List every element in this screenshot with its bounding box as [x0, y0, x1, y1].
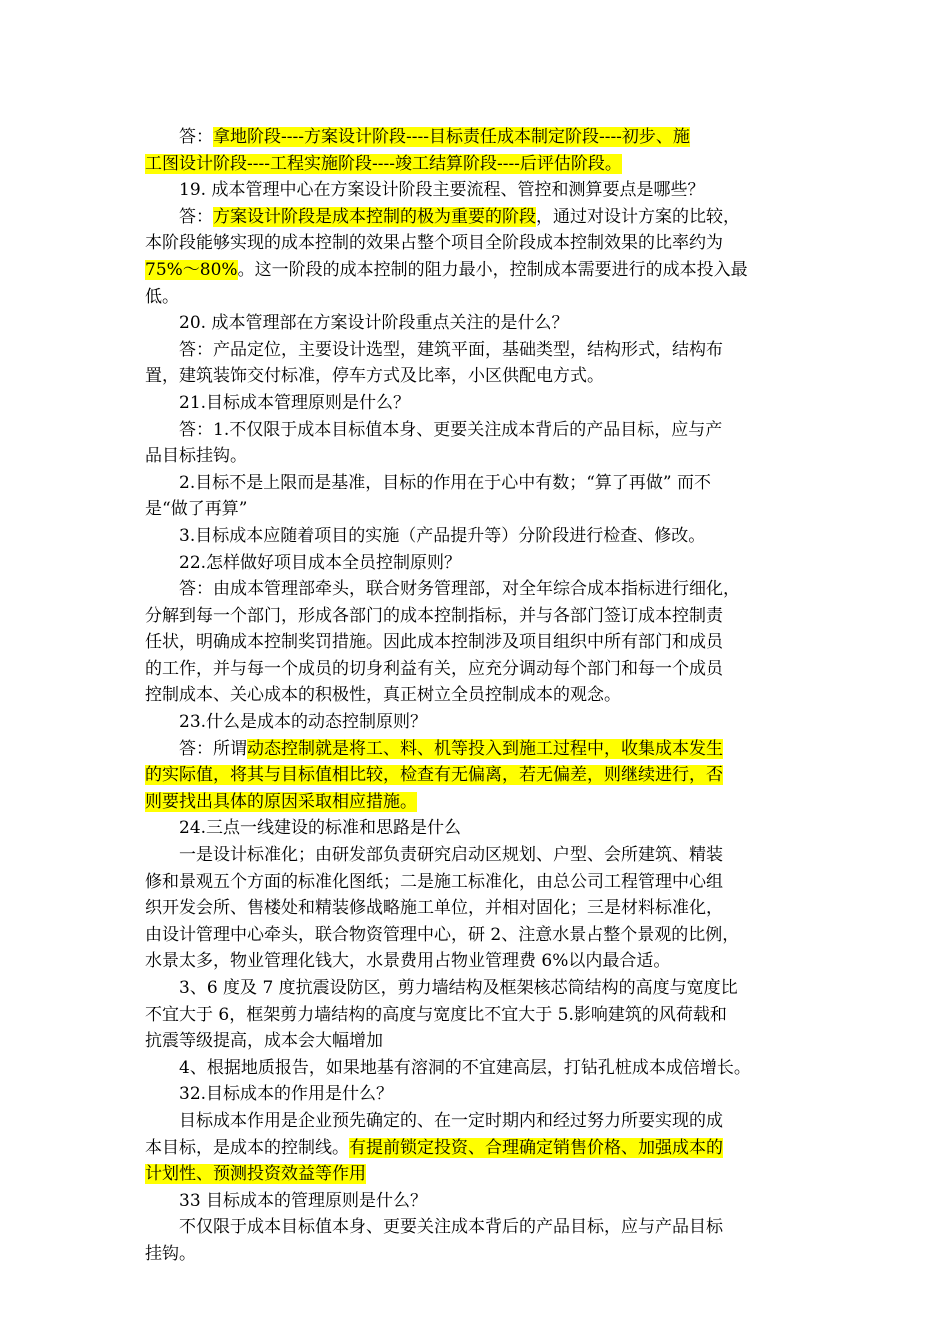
highlighted-text: 75%～80%	[145, 259, 238, 280]
text-line	[145, 496, 805, 523]
text-line	[145, 204, 805, 231]
text-line	[145, 1055, 805, 1082]
text-segment: 品目标挂钩。	[145, 446, 247, 467]
text-line	[145, 629, 805, 656]
text-segment: 3.目标成本应随着项目的实施（产品提升等）分阶段进行检查、修改。	[179, 525, 706, 546]
text-line	[145, 1214, 805, 1241]
text-segment: 是“做了再算”	[145, 499, 248, 520]
text-segment: 一是设计标准化；由研发部负责研究启动区规划、户型、会所建筑、精装	[179, 845, 723, 866]
text-segment: 由设计管理中心牵头，联合物资管理中心，研 2、注意水景占整个景观的比例，	[145, 924, 740, 945]
text-line	[145, 815, 805, 842]
text-segment: 32.目标成本的作用是什么？	[179, 1084, 394, 1105]
text-line	[145, 975, 805, 1002]
text-line	[145, 1135, 805, 1162]
text-segment: 置，建筑装饰交付标准，停车方式及比率，小区供配电方式。	[145, 366, 604, 387]
text-line	[145, 1188, 805, 1215]
text-segment: 不仅限于成本目标值本身、更要关注成本背后的产品目标，应与产品目标	[179, 1217, 723, 1238]
text-segment: 水景太多，物业管理化钱大，水景费用占物业管理费 6%以内最合适。	[145, 951, 671, 972]
text-line	[145, 284, 805, 311]
highlighted-text: 拿地阶段----方案设计阶段----目标责任成本制定阶段----初步、施	[213, 127, 690, 147]
text-line	[145, 337, 805, 364]
text-line	[145, 470, 805, 497]
text-line	[145, 576, 805, 603]
text-segment: 23.什么是成本的动态控制原则？	[179, 712, 428, 733]
text-segment: 24.三点一线建设的标准和思路是什么	[179, 818, 462, 839]
text-segment: 2.目标不是上限而是基准，目标的作用在于心中有数；“算了再做” 而不	[179, 472, 712, 493]
text-line	[145, 177, 805, 204]
text-line	[145, 443, 805, 470]
text-line	[145, 1002, 805, 1029]
text-line	[145, 124, 805, 151]
text-line	[145, 363, 805, 390]
highlighted-text: 动态控制就是将工、料、机等投入到施工过程中，收集成本发生	[247, 738, 723, 759]
text-segment: ，通过对设计方案的比较，	[536, 206, 740, 227]
text-segment: 答：	[179, 206, 213, 227]
text-segment: 分解到每一个部门，形成各部门的成本控制指标，并与各部门签订成本控制责	[145, 605, 723, 626]
document-body	[145, 124, 805, 1268]
text-segment: 控制成本、关心成本的积极性，真正树立全员控制成本的观念。	[145, 685, 621, 706]
text-segment: 4、根据地质报告，如果地基有溶洞的不宜建高层，打钻孔桩成本成倍增长。	[179, 1057, 751, 1078]
text-line	[145, 922, 805, 949]
text-line	[145, 762, 805, 789]
text-segment: 本阶段能够实现的成本控制的效果占整个项目全阶段成本控制效果的比率约为	[145, 233, 723, 254]
text-segment: 本目标，是成本的控制线。	[145, 1137, 349, 1158]
text-segment: 答：所谓	[179, 738, 247, 759]
text-segment: 20. 成本管理部在方案设计阶段重点关注的是什么？	[179, 313, 569, 334]
text-segment: 不宜大于 6，框架剪力墙结构的高度与宽度比不宜大于 5.影响建筑的风荷载和	[145, 1004, 727, 1025]
text-segment: 低。	[145, 286, 179, 307]
text-segment: 修和景观五个方面的标准化图纸；二是施工标准化，由总公司工程管理中心组	[145, 871, 723, 892]
text-line	[145, 869, 805, 896]
highlighted-text: 则要找出具体的原因采取相应措施。	[145, 791, 417, 812]
text-segment: 。这一阶段的成本控制的阻力最小，控制成本需要进行的成本投入最	[237, 259, 748, 280]
text-line	[145, 603, 805, 630]
text-line	[145, 550, 805, 577]
text-line	[145, 230, 805, 257]
text-segment: 33 目标成本的管理原则是什么？	[179, 1190, 428, 1211]
highlighted-text: 的实际值，将其与目标值相比较，检查有无偏离，若无偏差，则继续进行，否	[145, 765, 723, 786]
text-line	[145, 789, 805, 816]
text-line	[145, 709, 805, 736]
highlighted-text: 方案设计阶段是成本控制的极为重要的阶段	[213, 206, 536, 227]
text-line	[145, 656, 805, 683]
text-line	[145, 682, 805, 709]
text-segment: 任状，明确成本控制奖罚措施。因此成本控制涉及项目组织中所有部门和成员	[145, 632, 723, 653]
text-line	[145, 310, 805, 337]
text-line	[145, 1241, 805, 1268]
text-line	[145, 1108, 805, 1135]
text-segment: 答：	[179, 127, 213, 147]
text-segment: 21.目标成本管理原则是什么？	[179, 392, 411, 413]
text-segment: 目标成本作用是企业预先确定的、在一定时期内和经过努力所要实现的成	[179, 1110, 723, 1131]
text-line	[145, 151, 805, 178]
text-segment: 挂钩。	[145, 1243, 196, 1264]
text-segment: 答：产品定位，主要设计选型，建筑平面，基础类型，结构形式，结构布	[179, 339, 723, 360]
text-line	[145, 1028, 805, 1055]
text-line	[145, 842, 805, 869]
text-line	[145, 1161, 805, 1188]
text-line	[145, 417, 805, 444]
highlighted-text: 有提前锁定投资、合理确定销售价格、加强成本的	[349, 1137, 723, 1158]
text-line	[145, 1081, 805, 1108]
highlighted-text: 计划性、预测投资效益等作用	[145, 1164, 366, 1185]
text-segment: 织开发会所、售楼处和精装修战略施工单位，并相对固化；三是材料标准化，	[145, 898, 723, 919]
text-line	[145, 736, 805, 763]
text-segment: 抗震等级提高，成本会大幅增加	[145, 1031, 383, 1052]
text-segment: 答：由成本管理部牵头，联合财务管理部，对全年综合成本指标进行细化，	[179, 579, 740, 600]
text-segment: 3、6 度及 7 度抗震设防区，剪力墙结构及框架核芯筒结构的高度与宽度比	[179, 978, 738, 998]
text-segment: 22.怎样做好项目成本全员控制原则？	[179, 552, 462, 573]
text-segment: 答：1.不仅限于成本目标值本身、更要关注成本背后的产品目标，应与产	[179, 419, 723, 440]
text-segment: 19. 成本管理中心在方案设计阶段主要流程、管控和测算要点是哪些？	[179, 180, 705, 201]
text-line	[145, 390, 805, 417]
text-line	[145, 948, 805, 975]
text-line	[145, 257, 805, 284]
text-line	[145, 523, 805, 550]
text-line	[145, 895, 805, 922]
text-segment: 的工作，并与每一个成员的切身利益有关，应充分调动每个部门和每一个成员	[145, 658, 723, 679]
highlighted-text: 工图设计阶段----工程实施阶段----竣工结算阶段----后评估阶段。	[145, 153, 622, 174]
